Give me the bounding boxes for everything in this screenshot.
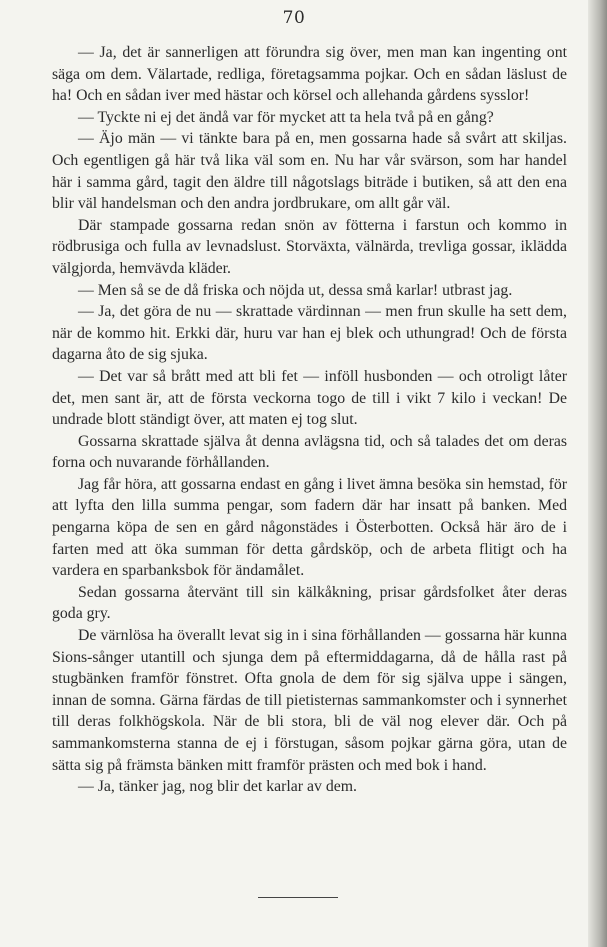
paragraph: Sedan gossarna återvänt till sin kälkåkning, prisar gårdsfolket åter deras goda gry. (52, 583, 567, 623)
paragraph: — Äjo män — vi tänkte bara på en, men gossarna hade så svårt att skiljas. Och egentligen gå här två lika väl som en. Nu har vår svärson, som har handel här i samma gård, tagit den äldre till någotslags biträde i butiken, så att den ena blir väl handelsman och den andra jordbrukare, om allt går väl. (52, 130, 567, 213)
paragraph: — Ja, det är sannerligen att förundra sig över, men man kan ingenting ont säga om dem. Välartade, redliga, företagsamma pojkar. Och en sådan läslust de ha! Och en sådan iver med hästar och körsel och allehanda gårdens sysslor! (52, 44, 567, 105)
page-edge-shadow (588, 0, 607, 947)
paragraph: Där stampade gossarna redan snön av fötterna i farstun och kommo in rödbrusiga och fulla av levnadslust. Storväxta, välnärda, trevliga gossar, iklädda välgjorda, hemvävda kläder. (52, 216, 567, 277)
body-text (52, 42, 567, 798)
paragraph: De värnlösa ha överallt levat sig in i sina förhållanden — gossarna här kunna Sions-sånger utantill och sjunga dem på eftermiddagarna, då de hålla rast på stugbänken framför fönstret. Ofta gnola de dem för sig själva uppe i sängen, innan de somna. Gärna färdas de till pietisternas sammankomster och i synnerhet till deras folkhögskola. När de bli stora, bli de väl nog elever där. Och på sammankomsterna stanna de ej i förstugan, såsom pojkar gärna göra, utan de sätta sig på främsta bänken mitt framför prästen och med bok i hand. (52, 627, 567, 774)
paragraph: Gossarna skrattade själva åt denna avlägsna tid, och så talades det om deras forna och nuvarande förhållanden. (52, 432, 567, 472)
section-divider-line (258, 897, 338, 898)
page-number: 70 (282, 8, 306, 28)
paragraph: Jag får höra, att gossarna endast en gång i livet ämna besöka sin hemstad, för att lyfta den lilla summa pengar, som fadern där har insatt på banken. Med pengarna köpa de sen en gård någonstädes i Österbotten. Också här äro de i farten med att öka summan för detta gårdsköp, och de arbeta flitigt och ha vardera en sparbanksbok för ändamålet. (52, 475, 567, 580)
paragraph: — Tyckte ni ej det ändå var för mycket att ta hela två på en gång? (78, 108, 494, 126)
paragraph: — Men så se de då friska och nöjda ut, dessa små karlar! utbrast jag. (78, 281, 513, 299)
paragraph: — Ja, tänker jag, nog blir det karlar av dem. (78, 778, 357, 796)
paragraph: — Ja, det göra de nu — skrattade värdinnan — men frun skulle ha sett dem, när de kommo hit. Erkki där, huru var han ej blek och uthungrad! Och de första dagarna åto de sig sjuka. (52, 303, 567, 364)
paragraph: — Det var så brått med att bli fet — inföll husbonden — och otroligt låter det, men sant är, att de första veckorna togo de till i vikt 7 kilo i veckan! De undrade blott ständigt över, att maten ej tog slut. (52, 367, 567, 429)
